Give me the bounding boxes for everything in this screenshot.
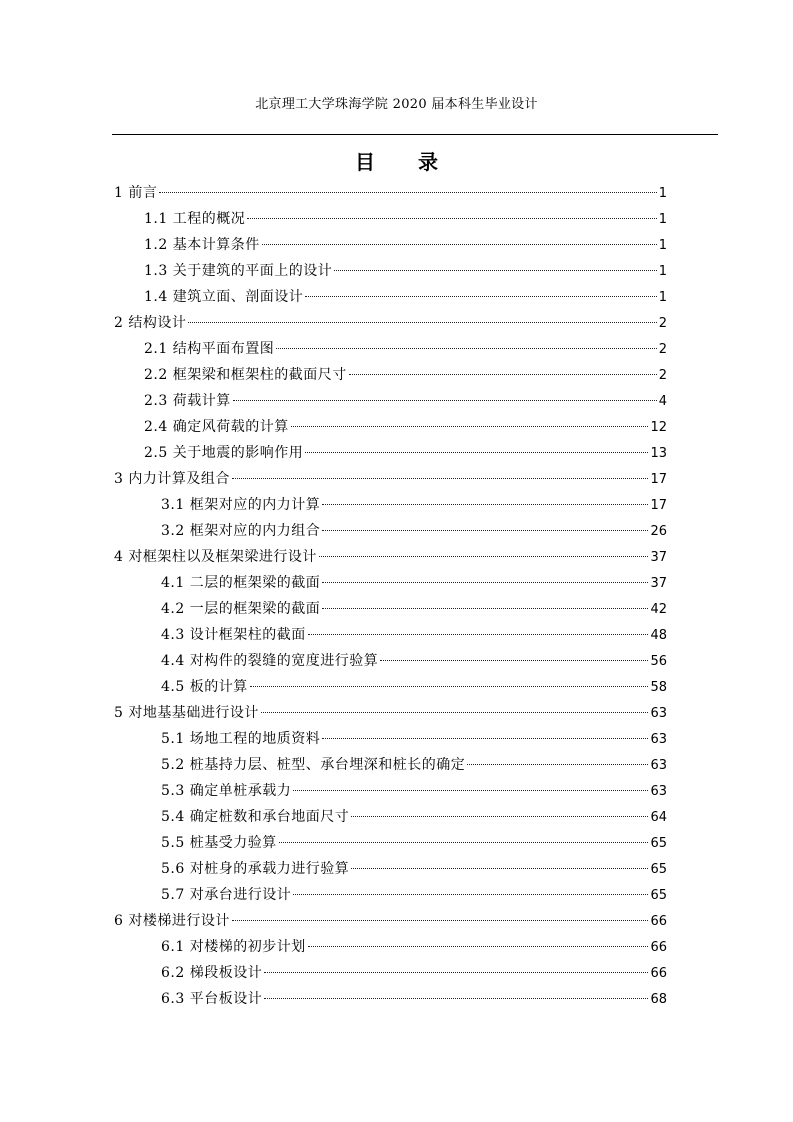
toc-dot-leader <box>305 296 657 297</box>
toc-dot-leader <box>276 348 657 349</box>
toc-dot-leader <box>308 946 649 947</box>
toc-entry-title: 6.2 梯段板设计 <box>161 965 263 981</box>
toc-page-number: 65 <box>650 862 667 877</box>
toc-page-number: 1 <box>658 264 667 279</box>
toc-entry-title: 4.3 设计框架柱的截面 <box>161 627 306 643</box>
toc-title: 目 录 <box>355 150 456 174</box>
toc-dot-leader <box>293 894 648 895</box>
toc-entry-title: 5 对地基基础进行设计 <box>114 705 259 721</box>
toc-entry-title: 1.3 关于建筑的平面上的设计 <box>144 263 333 279</box>
toc-section-entry[interactable] <box>114 206 667 232</box>
toc-section-entry[interactable] <box>114 830 667 856</box>
toc-entry-title: 5.5 桩基受力验算 <box>161 835 277 851</box>
toc-section-entry[interactable] <box>114 492 667 518</box>
toc-chapter-entry[interactable] <box>114 908 667 934</box>
toc-chapter-entry[interactable] <box>114 466 667 492</box>
toc-dot-leader <box>322 530 648 531</box>
toc-entry-title: 1 前言 <box>114 185 158 201</box>
toc-entry-title: 5.1 场地工程的地质资料 <box>161 731 321 747</box>
toc-page-number: 37 <box>650 576 667 591</box>
toc-page-number: 12 <box>650 420 667 435</box>
toc-entry-title: 6.1 对楼梯的初步计划 <box>161 939 306 955</box>
toc-section-entry[interactable] <box>114 804 667 830</box>
toc-section-entry[interactable] <box>114 518 667 544</box>
toc-page-number: 65 <box>650 888 667 903</box>
toc-page-number: 63 <box>650 706 667 721</box>
toc-dot-leader <box>262 244 657 245</box>
toc-dot-leader <box>188 322 656 323</box>
toc-page-number: 68 <box>650 992 667 1007</box>
toc-dot-leader <box>305 452 648 453</box>
toc-dot-leader <box>291 426 649 427</box>
toc-page-number: 17 <box>650 472 667 487</box>
toc-section-entry[interactable] <box>114 674 667 700</box>
toc-page-number: 63 <box>650 784 667 799</box>
toc-dot-leader <box>232 920 649 921</box>
toc-page-number: 13 <box>650 446 667 461</box>
toc-section-entry[interactable] <box>114 258 667 284</box>
toc-page-number: 64 <box>650 810 667 825</box>
toc-section-entry[interactable] <box>114 284 667 310</box>
toc-dot-leader <box>232 478 649 479</box>
toc-page-number: 1 <box>658 290 667 305</box>
toc-dot-leader <box>159 192 656 193</box>
toc-dot-leader <box>351 868 648 869</box>
toc-section-entry[interactable] <box>114 726 667 752</box>
toc-dot-leader <box>279 842 649 843</box>
toc-section-entry[interactable] <box>114 388 667 414</box>
toc-page-number: 17 <box>650 498 667 513</box>
toc-page-number: 66 <box>650 940 667 955</box>
toc-entry-title: 4.2 一层的框架梁的截面 <box>161 601 321 617</box>
toc-section-entry[interactable] <box>114 960 667 986</box>
toc-section-entry[interactable] <box>114 778 667 804</box>
toc-section-entry[interactable] <box>114 440 667 466</box>
toc-entry-title: 4.5 板的计算 <box>161 679 248 695</box>
toc-entry-title: 5.7 对承台进行设计 <box>161 887 292 903</box>
toc-dot-leader <box>380 660 648 661</box>
toc-page-number: 66 <box>650 966 667 981</box>
toc-section-entry[interactable] <box>114 570 667 596</box>
toc-entry-title: 6.3 平台板设计 <box>161 991 263 1007</box>
toc-entry-title: 2.3 荷载计算 <box>144 393 231 409</box>
toc-dot-leader <box>264 972 648 973</box>
toc-section-entry[interactable] <box>114 336 667 362</box>
toc-entry-title: 6 对楼梯进行设计 <box>114 913 230 929</box>
toc-chapter-entry[interactable] <box>114 180 667 206</box>
toc-section-entry[interactable] <box>114 362 667 388</box>
toc-chapter-entry[interactable] <box>114 544 667 570</box>
toc-section-entry[interactable] <box>114 882 667 908</box>
toc-entry-title: 5.4 确定桩数和承台地面尺寸 <box>161 809 350 825</box>
page-header: 北京理工大学珠海学院 2020 届本科生毕业设计 <box>255 97 538 112</box>
toc-chapter-entry[interactable] <box>114 700 667 726</box>
toc-page-number: 2 <box>658 316 667 331</box>
toc-dot-leader <box>247 218 657 219</box>
toc-page-number: 1 <box>658 186 667 201</box>
toc-entry-title: 2.1 结构平面布置图 <box>144 341 275 357</box>
toc-section-entry[interactable] <box>114 232 667 258</box>
toc-dot-leader <box>322 608 648 609</box>
toc-section-entry[interactable] <box>114 986 667 1012</box>
toc-page-number: 66 <box>650 914 667 929</box>
toc-page-number: 63 <box>650 758 667 773</box>
toc-section-entry[interactable] <box>114 648 667 674</box>
toc-dot-leader <box>334 270 657 271</box>
toc-dot-leader <box>467 764 648 765</box>
toc-entry-title: 3.1 框架对应的内力计算 <box>161 497 321 513</box>
toc-entry-title: 5.3 确定单桩承载力 <box>161 783 292 799</box>
toc-dot-leader <box>264 998 648 999</box>
toc-section-entry[interactable] <box>114 596 667 622</box>
toc-entry-title: 5.6 对桩身的承载力进行验算 <box>161 861 350 877</box>
toc-entry-title: 2.4 确定风荷载的计算 <box>144 419 289 435</box>
toc-section-entry[interactable] <box>114 414 667 440</box>
table-of-contents <box>114 180 667 1012</box>
toc-entry-title: 2 结构设计 <box>114 315 187 331</box>
toc-dot-leader <box>250 686 649 687</box>
toc-entry-title: 1.1 工程的概况 <box>144 211 246 227</box>
toc-dot-leader <box>233 400 657 401</box>
toc-entry-title: 2.5 关于地震的影响作用 <box>144 445 304 461</box>
toc-page-number: 48 <box>650 628 667 643</box>
toc-page-number: 26 <box>650 524 667 539</box>
toc-page-number: 37 <box>650 550 667 565</box>
toc-dot-leader <box>322 738 648 739</box>
toc-page-number: 1 <box>658 212 667 227</box>
toc-page-number: 2 <box>658 368 667 383</box>
toc-dot-leader <box>322 582 648 583</box>
toc-chapter-entry[interactable] <box>114 310 667 336</box>
toc-page-number: 58 <box>650 680 667 695</box>
header-divider <box>112 134 718 135</box>
toc-dot-leader <box>349 374 657 375</box>
toc-dot-leader <box>261 712 649 713</box>
toc-page-number: 4 <box>658 394 667 409</box>
toc-page-number: 1 <box>658 238 667 253</box>
toc-entry-title: 2.2 框架梁和框架柱的截面尺寸 <box>144 367 347 383</box>
toc-dot-leader <box>293 790 648 791</box>
toc-page-number: 65 <box>650 836 667 851</box>
toc-section-entry[interactable] <box>114 752 667 778</box>
toc-page-number: 63 <box>650 732 667 747</box>
toc-entry-title: 3.2 框架对应的内力组合 <box>161 523 321 539</box>
toc-entry-title: 1.4 建筑立面、剖面设计 <box>144 289 304 305</box>
toc-section-entry[interactable] <box>114 934 667 960</box>
toc-section-entry[interactable] <box>114 622 667 648</box>
toc-entry-title: 1.2 基本计算条件 <box>144 237 260 253</box>
toc-entry-title: 3 内力计算及组合 <box>114 471 230 487</box>
toc-page-number: 56 <box>650 654 667 669</box>
toc-dot-leader <box>322 504 648 505</box>
toc-dot-leader <box>319 556 649 557</box>
toc-page-number: 2 <box>658 342 667 357</box>
toc-section-entry[interactable] <box>114 856 667 882</box>
toc-entry-title: 5.2 桩基持力层、桩型、承台埋深和桩长的确定 <box>161 757 466 773</box>
toc-dot-leader <box>351 816 648 817</box>
toc-entry-title: 4 对框架柱以及框架梁进行设计 <box>114 549 317 565</box>
toc-entry-title: 4.1 二层的框架梁的截面 <box>161 575 321 591</box>
toc-dot-leader <box>308 634 649 635</box>
toc-page-number: 42 <box>650 602 667 617</box>
toc-entry-title: 4.4 对构件的裂缝的宽度进行验算 <box>161 653 379 669</box>
